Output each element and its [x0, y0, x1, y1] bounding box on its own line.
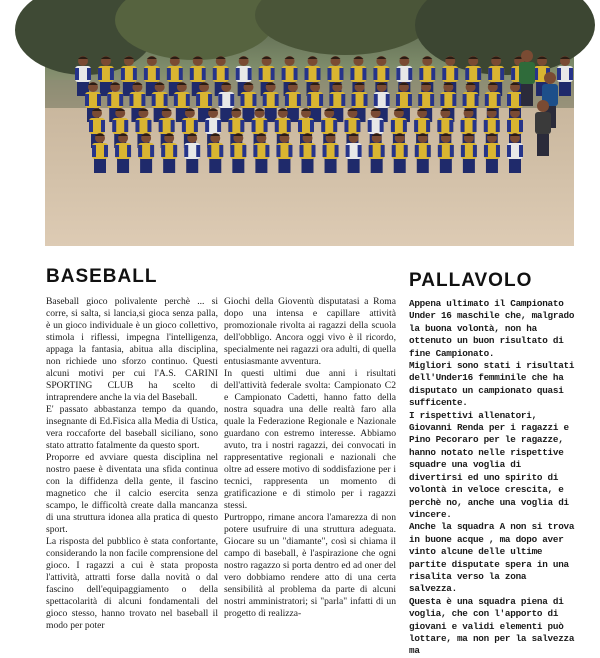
paragraph: Questa è una squadra piena di voglia, che con l'apporto di giovani e validi elementi può lottare, ma non per la salvezza ma — [409, 595, 575, 657]
paragraph: Proporre ed avviare questa disciplina nel nostro paese è diventata una sfida continua con la diffidenza della gente, il fascino magnetico che il calcio esercita senza scampo, le difficoltà create dalla mancanza di una struttura idonea alla pratica di questo sport. — [46, 452, 218, 535]
paragraph: Appena ultimato il Campionato Under 16 maschile che, malgrado la buona volontà, non ha ottenuto un buon risultato di fine Campionato. — [409, 298, 575, 359]
baseball-column-2 — [224, 296, 396, 619]
baseball-column-1 — [46, 296, 218, 631]
team-photo — [45, 0, 574, 246]
paragraph: Migliori sono stati i risultati dell'Under16 femminile che ha disputato un campionato quasi sufficente. — [409, 360, 575, 409]
paragraph: Purtroppo, rimane ancora l'amarezza di non potere usufruire di una struttura adeguata. Giocare su un "diamante", così si chiama il campo di baseball, è l'aspirazione che ogni nostro ragazzo si porta dentro ed ad oner del vero dobbiamo rendere atto di una certa sensibilità al problema da parte di alcuni nostri amministratori; si "parla" infatti di un progetto di realizza- — [224, 512, 396, 619]
paragraph: In questi ultimi due anni i risultati dell'attività federale svolta: Campionato C2 e Campionato Cadetti, hanno fatto della nostra squadra una delle realtà faro alla quale la Federazione Regionale e Nazionale guardano con estremo interesse. Abbiamo avuto, tra i nostri ragazzi, dei convocati in rappresentative regionali e nazionali che oltre ad essere motivo di soddisfazione per i tecnici, rappresenta un momento di gratificazione e di stimolo per i ragazzi stessi. — [224, 368, 396, 511]
paragraph: I rispettivi allenatori, Giovanni Renda per i ragazzi e Pino Pecoraro per le ragazze, hanno notato nelle rispettive squadre una voglia di divertirsi ed uno spirito di volontà in veloce crescita, e perchè no, anche una voglia di vincere. — [409, 409, 569, 520]
paragraph: La risposta del pubblico è stata confortante, considerando la non facile comprensione del gioco. I ragazzi a cui è stata proposta l'attività, attratti forse dalla novità o dal fascino dell'equipaggiamento o della spettacolarità di alcuni fondamentali del gioco stesso, hanno trovato nel baseball il modo per poter — [46, 536, 218, 631]
paragraph: E' passato abbastanza tempo da quando, insegnante di Ed.Fisica alla Media di Ustica, vera roccaforte del baseball siciliano, sono stato attratto fatalmente da questo sport. — [46, 404, 218, 451]
pallavolo-heading: PALLAVOLO — [409, 270, 533, 291]
paragraph: Baseball gioco polivalente perchè ... si corre, si salta, si lancia,si gioca senza palla, è un gioco individuale è un gioco collettivo, stimola i riflessi, impegna l'intelligenza, appaga la fantasia, abitua alla disciplina, non richiede uno sforzo continuo. Questi alcuni motivi per cui l'A.S. CARINI SPORTING CLUB ha scelto di intraprendere anche la via del Baseball. — [46, 296, 218, 403]
team-photo-illustration — [45, 0, 574, 246]
paragraph: Giochi della Gioventù disputatasi a Roma dopo una intensa e capillare attività promozionale rivolta ai ragazzi della scuola dell'obbligo. Ancora oggi vivo è il ricordo, specialmente nei ragazzi ora adulti, di quella entusiasmante avventura. — [224, 296, 396, 367]
baseball-heading: BASEBALL — [46, 266, 158, 287]
paragraph: Anche la squadra A non si trova in buone acque , ma dopo aver vinto alcune delle ultime partite disputate spera in una risalita verso la zona salvezza. — [409, 521, 575, 595]
pallavolo-column — [409, 298, 575, 657]
